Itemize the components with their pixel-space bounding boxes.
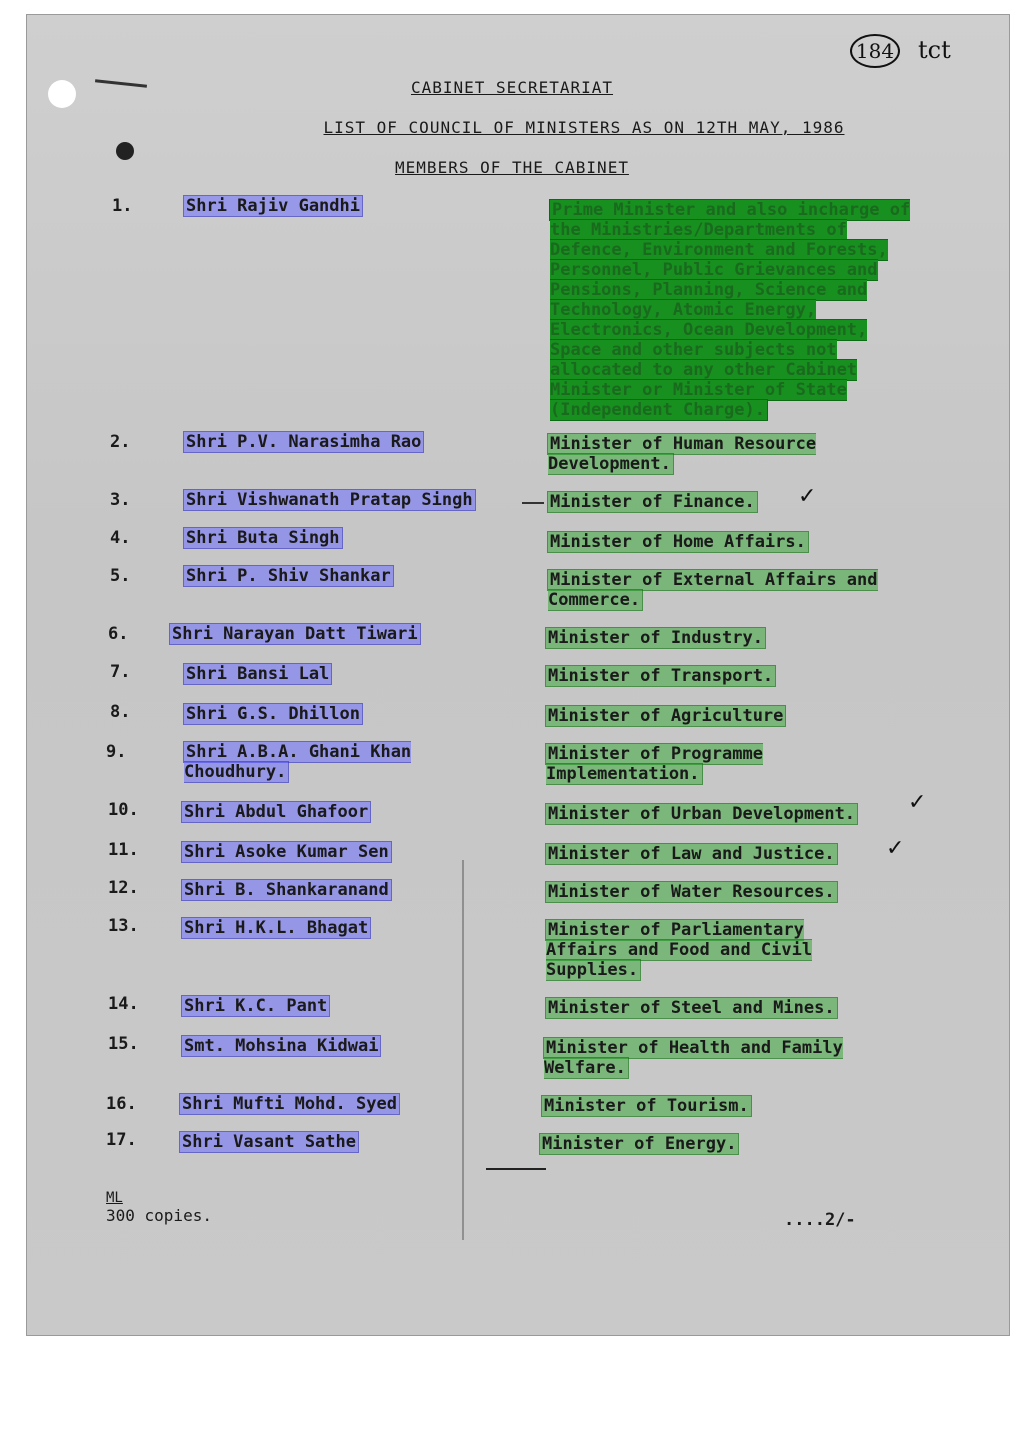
row-number: 15. — [108, 1034, 139, 1054]
row-number: 1. — [112, 196, 133, 216]
minister-portfolio: Minister of Transport. — [548, 666, 774, 686]
minister-name: Shri Bansi Lal — [186, 664, 330, 684]
row-number: 2. — [110, 432, 131, 452]
minister-portfolio: Minister of Steel and Mines. — [548, 998, 835, 1018]
minister-name: Smt. Mohsina Kidwai — [184, 1036, 379, 1056]
minister-portfolio: Minister of Urban Development. — [548, 804, 856, 824]
row-number: 13. — [108, 916, 139, 936]
row-number: 10. — [108, 800, 139, 820]
minister-name: Shri K.C. Pant — [184, 996, 328, 1016]
typist-initials: ML — [106, 1190, 123, 1206]
minister-name: Shri Vasant Sathe — [182, 1132, 356, 1152]
row-number: 11. — [108, 840, 139, 860]
minister-name: Shri B. Shankaranand — [184, 880, 389, 900]
row-number: 12. — [108, 878, 139, 898]
minister-name: Shri P. Shiv Shankar — [186, 566, 391, 586]
minister-portfolio: Minister of Water Resources. — [548, 882, 835, 902]
footer-left — [106, 1190, 212, 1225]
check-mark-icon: ✓ — [798, 484, 817, 509]
page-crease — [462, 860, 464, 1240]
row-number: 9. — [106, 742, 127, 762]
row-number: 5. — [110, 566, 131, 586]
minister-portfolio: Minister of Finance. — [550, 492, 755, 512]
minister-portfolio: Minister of Energy. — [542, 1134, 737, 1154]
row-number: 4. — [110, 528, 131, 548]
continued-marker: ....2/- — [784, 1210, 856, 1230]
check-mark-icon: ✓ — [886, 836, 905, 861]
row-number: 8. — [110, 702, 131, 722]
minister-portfolio: Minister of Human Resource Development. — [548, 434, 817, 474]
page-number-annotation — [850, 34, 951, 68]
minister-name: Shri Rajiv Gandhi — [186, 196, 360, 216]
pen-dash — [522, 502, 544, 504]
row-number: 16. — [106, 1094, 137, 1114]
minister-portfolio: Minister of Tourism. — [544, 1096, 749, 1116]
minister-portfolio: Minister of Industry. — [548, 628, 763, 648]
minister-name: Shri Buta Singh — [186, 528, 340, 548]
minister-name: Shri P.V. Narasimha Rao — [186, 432, 422, 452]
header-line-1: CABINET SECRETARIAT — [410, 78, 614, 97]
minister-portfolio: Minister of Parliamentary Affairs and Food and Civil Supplies. — [546, 920, 813, 980]
page-number: 184 — [850, 34, 900, 68]
minister-name: Shri Mufti Mohd. Syed — [182, 1094, 397, 1114]
header-line-2: LIST OF COUNCIL OF MINISTERS AS ON 12TH MAY, 1986 — [323, 118, 845, 137]
minister-portfolio: Minister of Programme Implementation. — [546, 744, 763, 784]
minister-name: Shri Narayan Datt Tiwari — [172, 624, 418, 644]
row-number: 17. — [106, 1130, 137, 1150]
minister-portfolio: Prime Minister and also incharge of the Ministries/Departments of Defence, Environment and Forests, Personnel, Public Grievances and Pensions, Planning, Science and Technology, Atomic Energy, Electronics, Ocean Development, Space and other subjects not allocated to any other Cabinet Minister or Minister of State (Independent Charge). — [550, 200, 911, 420]
row-number: 7. — [110, 662, 131, 682]
row-number: 14. — [108, 994, 139, 1014]
minister-name: Shri H.K.L. Bhagat — [184, 918, 369, 938]
minister-portfolio: Minister of Law and Justice. — [548, 844, 835, 864]
row-number: 3. — [110, 490, 131, 510]
minister-name: Shri Vishwanath Pratap Singh — [186, 490, 473, 510]
check-mark-icon: ✓ — [908, 790, 927, 815]
minister-name: Shri A.B.A. Ghani Khan Choudhury. — [184, 742, 412, 782]
minister-name: Shri Asoke Kumar Sen — [184, 842, 389, 862]
minister-name: Shri Abdul Ghafoor — [184, 802, 369, 822]
minister-portfolio: Minister of Home Affairs. — [550, 532, 806, 552]
header-line-3: MEMBERS OF THE CABINET — [395, 158, 629, 177]
row-number: 6. — [108, 624, 129, 644]
copies-count: 300 copies. — [106, 1206, 212, 1225]
minister-name: Shri G.S. Dhillon — [186, 704, 360, 724]
minister-portfolio: Minister of Health and Family Welfare. — [544, 1038, 843, 1078]
minister-portfolio: Minister of External Affairs and Commerce. — [548, 570, 878, 610]
closing-rule — [486, 1168, 546, 1170]
minister-portfolio: Minister of Agriculture — [548, 706, 784, 726]
handwritten-initials: tct — [918, 36, 951, 64]
